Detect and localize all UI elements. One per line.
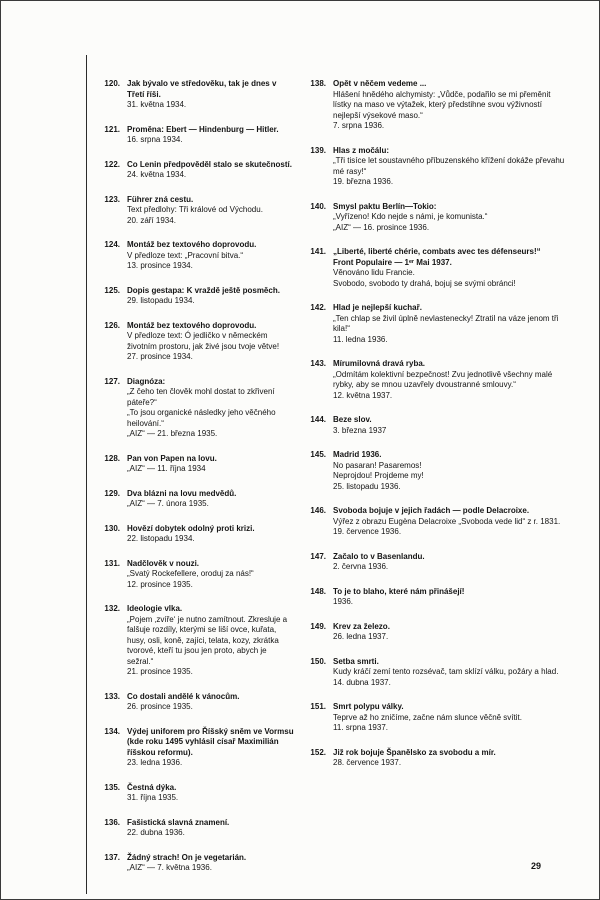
item-title-line: Hlad je nejlepší kuchař. <box>333 303 422 312</box>
item-text <box>127 853 295 874</box>
item-number: 123. <box>104 194 120 204</box>
item-body-line: 29. listopadu 1934. <box>127 296 195 305</box>
item-text <box>333 415 569 436</box>
item-number: 126. <box>104 320 120 330</box>
item-body-line: „Tři tisíce let soustavného příbuzenského křížení dokáže převahu mé rasy!“ <box>333 156 565 176</box>
item-title-line: Hovězí dobytek odolný proti krizi. <box>127 523 255 533</box>
item-text <box>333 303 569 345</box>
list-item <box>305 748 569 769</box>
item-text <box>333 657 569 689</box>
item-body-line: 26. ledna 1937. <box>333 632 389 641</box>
item-text <box>127 783 295 804</box>
item-body-line: Výřez z obrazu Eugèna Delacroixe „Svoboda vede lid“ z r. 1831. <box>333 516 561 526</box>
item-body-line: „Ten chlap se živil úplně nevlastenecky! Ztratil na váze jenom tři kila!“ <box>333 313 559 333</box>
item-number: 146. <box>310 506 326 515</box>
list-item <box>99 160 295 181</box>
item-number: 137. <box>104 852 120 862</box>
item-body-line: 20. září 1934. <box>127 215 176 225</box>
list-item <box>305 702 569 734</box>
item-text <box>127 692 295 713</box>
item-text <box>333 702 569 734</box>
list-item <box>99 524 295 545</box>
item-title-line: Proměna: Ebert — Hindenburg — Hitler. <box>127 124 279 134</box>
item-body-line: 22. listopadu 1934. <box>127 534 195 543</box>
item-title-line: Montáž bez textového doprovodu. <box>127 240 257 249</box>
item-number: 138. <box>310 79 326 88</box>
item-title-line: Ideologie vlka. <box>127 604 183 613</box>
list-item <box>99 489 295 510</box>
item-number: 124. <box>104 240 120 249</box>
item-text <box>127 727 295 769</box>
item-body-line: 7. srpna 1936. <box>333 121 385 130</box>
item-title-line: Výdej uniforem pro Říšský sněm ve Vormsu (kde roku 1495 vyhlásil císař Maximilián říšskou reformu). <box>127 726 294 757</box>
item-text <box>333 552 569 573</box>
item-body-line: „Svatý Rockefellere, oroduj za nás!“ <box>127 569 254 578</box>
item-title-line: To je to blaho, které nám přinášejí! <box>333 586 465 596</box>
list-item <box>305 552 569 573</box>
item-title-line: Setba smrti. <box>333 656 379 666</box>
item-title-line: Jak bývalo ve středověku, tak je dnes v Třetí říši. <box>127 79 277 99</box>
item-title-line: Front Populaire — 1ᵉʳ Mai 1937. <box>333 257 452 267</box>
item-text <box>127 524 295 545</box>
list-item <box>305 506 569 538</box>
item-number: 144. <box>310 415 326 424</box>
list-item <box>99 79 295 111</box>
item-title-line: Beze slov. <box>333 415 372 424</box>
item-body-line: 23. ledna 1936. <box>127 758 183 767</box>
item-body-line: „Pojem ‚zvíře‘ je nutno zamítnout. Zkresluje a falšuje rozdíly, kterými se liší ovce, kuřata, husy, osli, koně, zajíci, telata, kozy, zkrátka tvorové, kteří tu jsou jen proto, abych je sežral.“ <box>127 614 288 666</box>
item-title-line: Pan von Papen na lovu. <box>127 453 217 463</box>
item-title-line: Fašistická slavná znamení. <box>127 817 230 827</box>
item-body-line: 12. května 1937. <box>333 390 393 400</box>
list-item <box>99 818 295 839</box>
item-body-line: No pasaran! Pasaremos! <box>333 460 422 470</box>
list-item <box>305 247 569 289</box>
item-number: 143. <box>310 359 326 368</box>
item-number: 128. <box>104 453 120 463</box>
item-text <box>333 146 569 188</box>
item-title-line: Smrt polypu války. <box>333 702 404 711</box>
item-body-line: Text předlohy: Tři králové od Východu. <box>127 205 263 214</box>
item-body-line: „Z čeho ten člověk mohl dostat to zkřivení páteře?“ <box>127 387 275 407</box>
item-title-line: Opět v něčem vedeme ... <box>333 79 427 88</box>
item-text <box>127 559 295 591</box>
item-text <box>333 247 569 289</box>
item-body-line: 19. července 1936. <box>333 527 402 536</box>
item-body-line: 28. července 1937. <box>333 758 402 767</box>
item-title-line: „Liberté, liberté chérie, combats avec tes défenseurs!“ <box>333 247 541 256</box>
list-item <box>99 195 295 227</box>
item-body-line: Svobodo, svobodo ty drahá, bojuj se svými obránci! <box>333 278 516 288</box>
item-title-line: Mírumilovná dravá ryba. <box>333 359 426 368</box>
item-body-line: „Odmítám kolektivní bezpečnost! Zvu jednotlivě všechny malé rybky, aby se mnou uzavřely dvoustranné smlouvy.“ <box>333 369 553 389</box>
item-number: 125. <box>104 285 120 295</box>
item-title-line: Čestná dýka. <box>127 782 177 792</box>
list-item <box>305 622 569 643</box>
item-body-line: 19. března 1936. <box>333 177 394 186</box>
item-body-line: 22. dubna 1936. <box>127 828 185 837</box>
item-body-line: Neprojdou! Projdeme my! <box>333 471 424 480</box>
item-body-line: V předloze text: Ó jedličko v německém životním prostoru, jak živé jsou tvoje větve! <box>127 331 280 351</box>
item-number: 142. <box>310 303 326 312</box>
list-item <box>99 604 295 678</box>
right-column <box>305 79 569 888</box>
item-text <box>127 125 295 146</box>
list-item <box>305 450 569 492</box>
item-number: 148. <box>310 586 326 596</box>
item-number: 129. <box>104 488 120 498</box>
item-title-line: Co dostali andělé k vánocům. <box>127 691 240 701</box>
list-item <box>305 202 569 234</box>
item-body-line: „AIZ“ — 7. února 1935. <box>127 499 209 508</box>
item-number: 133. <box>104 691 120 701</box>
item-number: 141. <box>310 247 326 256</box>
item-number: 127. <box>104 376 120 386</box>
list-item <box>99 125 295 146</box>
item-text <box>333 202 569 234</box>
item-text <box>127 160 295 181</box>
item-title-line: Začalo to v Basenlandu. <box>333 551 425 561</box>
item-body-line: „Vyřízeno! Kdo nejde s námi, je komunista.“ <box>333 212 488 221</box>
item-title-line: Montáž bez textového doprovodu. <box>127 320 257 330</box>
item-number: 122. <box>104 159 120 169</box>
item-text <box>127 240 295 272</box>
item-title-line: Nadčlověk v nouzi. <box>127 558 200 568</box>
item-text <box>333 359 569 401</box>
item-number: 149. <box>310 621 326 631</box>
list-item <box>99 454 295 475</box>
item-number: 132. <box>104 604 120 613</box>
item-text <box>127 377 295 440</box>
list-item <box>305 79 569 132</box>
item-body-line: Teprve až ho zničíme, začne nám slunce věčně svítit. <box>333 712 522 722</box>
item-title-line: Madrid 1936. <box>333 450 382 459</box>
list-item <box>99 321 295 363</box>
item-text <box>333 622 569 643</box>
item-text <box>127 286 295 307</box>
item-title-line: Hlas z močálu: <box>333 145 390 155</box>
item-title-line: Diagnóza: <box>127 376 166 386</box>
item-body-line: 26. prosince 1935. <box>127 702 193 711</box>
item-number: 147. <box>310 551 326 561</box>
item-body-line: 3. března 1937 <box>333 425 387 435</box>
item-title-line: Žádný strach! On je vegetarián. <box>127 852 247 862</box>
item-number: 139. <box>310 145 326 155</box>
item-body-line: V předloze text: „Pracovní bitva.“ <box>127 250 244 260</box>
list-item <box>99 240 295 272</box>
margin-rule <box>86 55 87 894</box>
item-body-line: 21. prosince 1935. <box>127 667 193 676</box>
item-text <box>333 450 569 492</box>
list-item <box>99 559 295 591</box>
item-number: 131. <box>104 558 120 568</box>
item-title-line: Co Lenin předpověděl stalo se skutečností. <box>127 159 292 169</box>
item-body-line: „AIZ“ — 7. května 1936. <box>127 863 212 872</box>
item-body-line: „AIZ“ — 21. března 1935. <box>127 429 218 438</box>
item-text <box>333 506 569 538</box>
item-number: 152. <box>310 747 326 757</box>
text-columns <box>99 79 571 888</box>
list-item <box>99 692 295 713</box>
item-text <box>127 454 295 475</box>
item-text <box>127 818 295 839</box>
item-body-line: 11. srpna 1937. <box>333 723 389 732</box>
item-number: 136. <box>104 817 120 827</box>
item-body-line: 31. října 1935. <box>127 793 179 802</box>
item-title-line: Dva blázni na lovu medvědů. <box>127 488 237 498</box>
item-body-line: Hlášení hnědého alchymisty: „Vůdče, podařilo se mi přeměnit lístky na maso ve výtažek, který předstihne svou výživností nejlepší výsekové maso.“ <box>333 89 551 120</box>
item-number: 140. <box>310 201 326 211</box>
item-body-line: „AIZ“ — 11. října 1934 <box>127 464 206 473</box>
item-body-line: 16. srpna 1934. <box>127 135 183 144</box>
item-number: 151. <box>310 702 326 711</box>
item-number: 135. <box>104 782 120 792</box>
item-body-line: 25. listopadu 1936. <box>333 481 401 491</box>
list-item <box>305 657 569 689</box>
list-item <box>99 377 295 440</box>
item-number: 120. <box>104 79 120 88</box>
item-text <box>127 604 295 678</box>
item-number: 121. <box>104 124 120 134</box>
item-title-line: Dopis gestapa: K vraždě ještě posměch. <box>127 285 280 295</box>
item-text <box>127 489 295 510</box>
item-body-line: Kudy kráčí zemí tento rozsévač, tam sklízí válku, požáry a hlad. <box>333 667 559 676</box>
list-item <box>305 359 569 401</box>
item-body-line: 13. prosince 1934. <box>127 261 193 270</box>
item-title-line: Svoboda bojuje v jejich řadách — podle Delacroixe. <box>333 506 530 515</box>
list-item <box>99 853 295 874</box>
list-item <box>305 587 569 608</box>
left-column <box>99 79 295 888</box>
list-item <box>305 303 569 345</box>
item-number: 130. <box>104 523 120 533</box>
item-body-line: 1936. <box>333 597 354 606</box>
list-item <box>305 146 569 188</box>
item-text <box>333 748 569 769</box>
item-text <box>333 587 569 608</box>
item-number: 145. <box>310 450 326 459</box>
item-title-line: Již rok bojuje Španělsko za svobodu a mír. <box>333 747 496 757</box>
item-text <box>127 321 295 363</box>
item-body-line: 2. června 1936. <box>333 562 389 571</box>
item-body-line: 14. dubna 1937. <box>333 677 391 687</box>
item-text <box>127 195 295 227</box>
item-text <box>127 79 295 111</box>
item-title-line: Führer zná cestu. <box>127 194 194 204</box>
item-body-line: „AIZ“ — 16. prosince 1936. <box>333 222 430 232</box>
item-text <box>333 79 569 132</box>
item-number: 150. <box>310 656 326 666</box>
list-item <box>99 783 295 804</box>
item-body-line: 11. ledna 1936. <box>333 334 388 344</box>
item-body-line: „To jsou organické následky jeho věčného heilování.“ <box>127 408 276 428</box>
page-number: 29 <box>530 861 541 871</box>
item-body-line: 31. května 1934. <box>127 100 187 109</box>
item-body-line: 24. května 1934. <box>127 170 187 179</box>
item-title-line: Krev za železo. <box>333 621 390 631</box>
item-number: 134. <box>104 726 120 736</box>
item-title-line: Smysl paktu Berlín—Tokio: <box>333 201 437 211</box>
list-item <box>99 286 295 307</box>
list-item <box>305 415 569 436</box>
item-body-line: 12. prosince 1935. <box>127 579 193 589</box>
item-body-line: 27. prosince 1934. <box>127 352 193 361</box>
list-item <box>99 727 295 769</box>
item-body-line: Věnováno lidu Francie. <box>333 268 415 277</box>
